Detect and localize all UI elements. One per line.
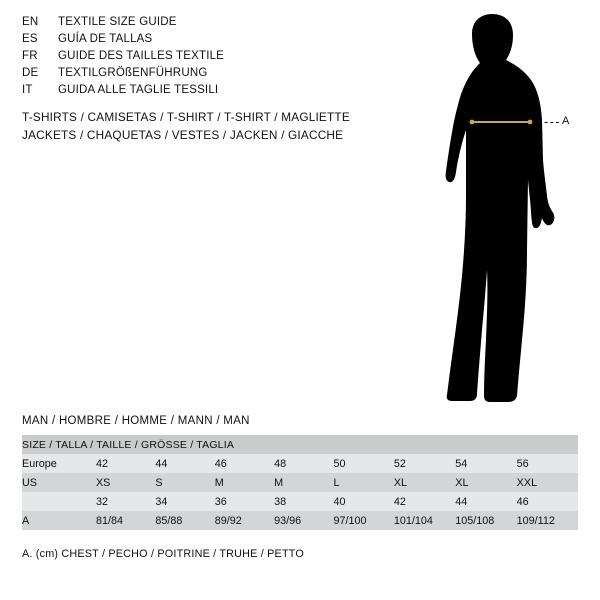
language-code: ES <box>22 33 38 45</box>
table-cell: XS <box>96 473 155 492</box>
table-cell: 46 <box>517 492 578 511</box>
language-row <box>22 67 402 84</box>
table-row <box>22 473 578 492</box>
table-cell: 46 <box>215 454 274 473</box>
size-table <box>22 435 578 530</box>
language-code: IT <box>22 84 33 96</box>
table-row <box>22 492 578 511</box>
language-code: DE <box>22 67 39 79</box>
language-title: TEXTILGRÖßENFÜHRUNG <box>58 67 208 79</box>
table-cell: 40 <box>333 492 393 511</box>
table-cell: 81/84 <box>96 511 155 530</box>
table-cell: S <box>155 473 214 492</box>
measure-label-a: A <box>562 115 570 127</box>
table-cell: M <box>274 473 333 492</box>
table-cell: 38 <box>274 492 333 511</box>
language-title: GUÍA DE TALLAS <box>58 33 153 45</box>
table-cell: 56 <box>517 454 578 473</box>
language-header-block <box>22 16 402 101</box>
table-cell: 34 <box>155 492 214 511</box>
size-table-section <box>22 415 578 530</box>
language-code: FR <box>22 50 38 62</box>
row-label: US <box>22 473 96 492</box>
table-cell: 85/88 <box>155 511 214 530</box>
table-cell: L <box>333 473 393 492</box>
table-cell: 44 <box>155 454 214 473</box>
table-cell: 42 <box>96 454 155 473</box>
table-cell: XL <box>394 473 455 492</box>
table-cell: 42 <box>394 492 455 511</box>
table-cell: 93/96 <box>274 511 333 530</box>
language-row <box>22 50 402 67</box>
language-title: TEXTILE SIZE GUIDE <box>58 16 177 28</box>
body-figure <box>400 10 600 410</box>
chest-measure-end-dot <box>528 120 533 125</box>
language-row <box>22 84 402 101</box>
garment-type-jackets: JACKETS / CHAQUETAS / VESTES / JACKEN / GIACCHE <box>22 128 344 142</box>
row-label: A <box>22 511 96 530</box>
table-cell: 52 <box>394 454 455 473</box>
language-title: GUIDA ALLE TAGLIE TESSILI <box>58 84 219 96</box>
language-row <box>22 33 402 50</box>
table-cell: 105/108 <box>455 511 516 530</box>
garment-type-tshirts: T-SHIRTS / CAMISETAS / T-SHIRT / T-SHIRT / MAGLIETTE <box>22 110 350 124</box>
table-row <box>22 511 578 530</box>
table-cell: 101/104 <box>394 511 455 530</box>
table-cell: XL <box>455 473 516 492</box>
language-code: EN <box>22 16 39 28</box>
table-cell: 97/100 <box>333 511 393 530</box>
measure-leader-line <box>539 122 559 124</box>
table-cell: XXL <box>517 473 578 492</box>
garment-type-block <box>22 110 442 146</box>
table-title: MAN / HOMBRE / HOMME / MANN / MAN <box>22 415 250 427</box>
footnote: A. (cm) CHEST / PECHO / POITRINE / TRUHE / PETTO <box>22 548 304 560</box>
table-cell: 89/92 <box>215 511 274 530</box>
language-title: GUIDE DES TAILLES TEXTILE <box>58 50 225 62</box>
row-label <box>22 492 96 511</box>
row-label: Europe <box>22 454 96 473</box>
table-cell: 109/112 <box>517 511 578 530</box>
table-row <box>22 454 578 473</box>
table-header-label: SIZE / TALLA / TAILLE / GRÖSSE / TAGLIA <box>22 435 578 454</box>
table-cell: 36 <box>215 492 274 511</box>
table-cell: 48 <box>274 454 333 473</box>
chest-measure-start-dot <box>470 120 475 125</box>
male-silhouette-icon <box>400 10 600 410</box>
table-row-header <box>22 435 578 454</box>
table-cell: 32 <box>96 492 155 511</box>
language-row <box>22 16 402 33</box>
table-cell: M <box>215 473 274 492</box>
table-cell: 44 <box>455 492 516 511</box>
table-cell: 50 <box>333 454 393 473</box>
table-cell: 54 <box>455 454 516 473</box>
